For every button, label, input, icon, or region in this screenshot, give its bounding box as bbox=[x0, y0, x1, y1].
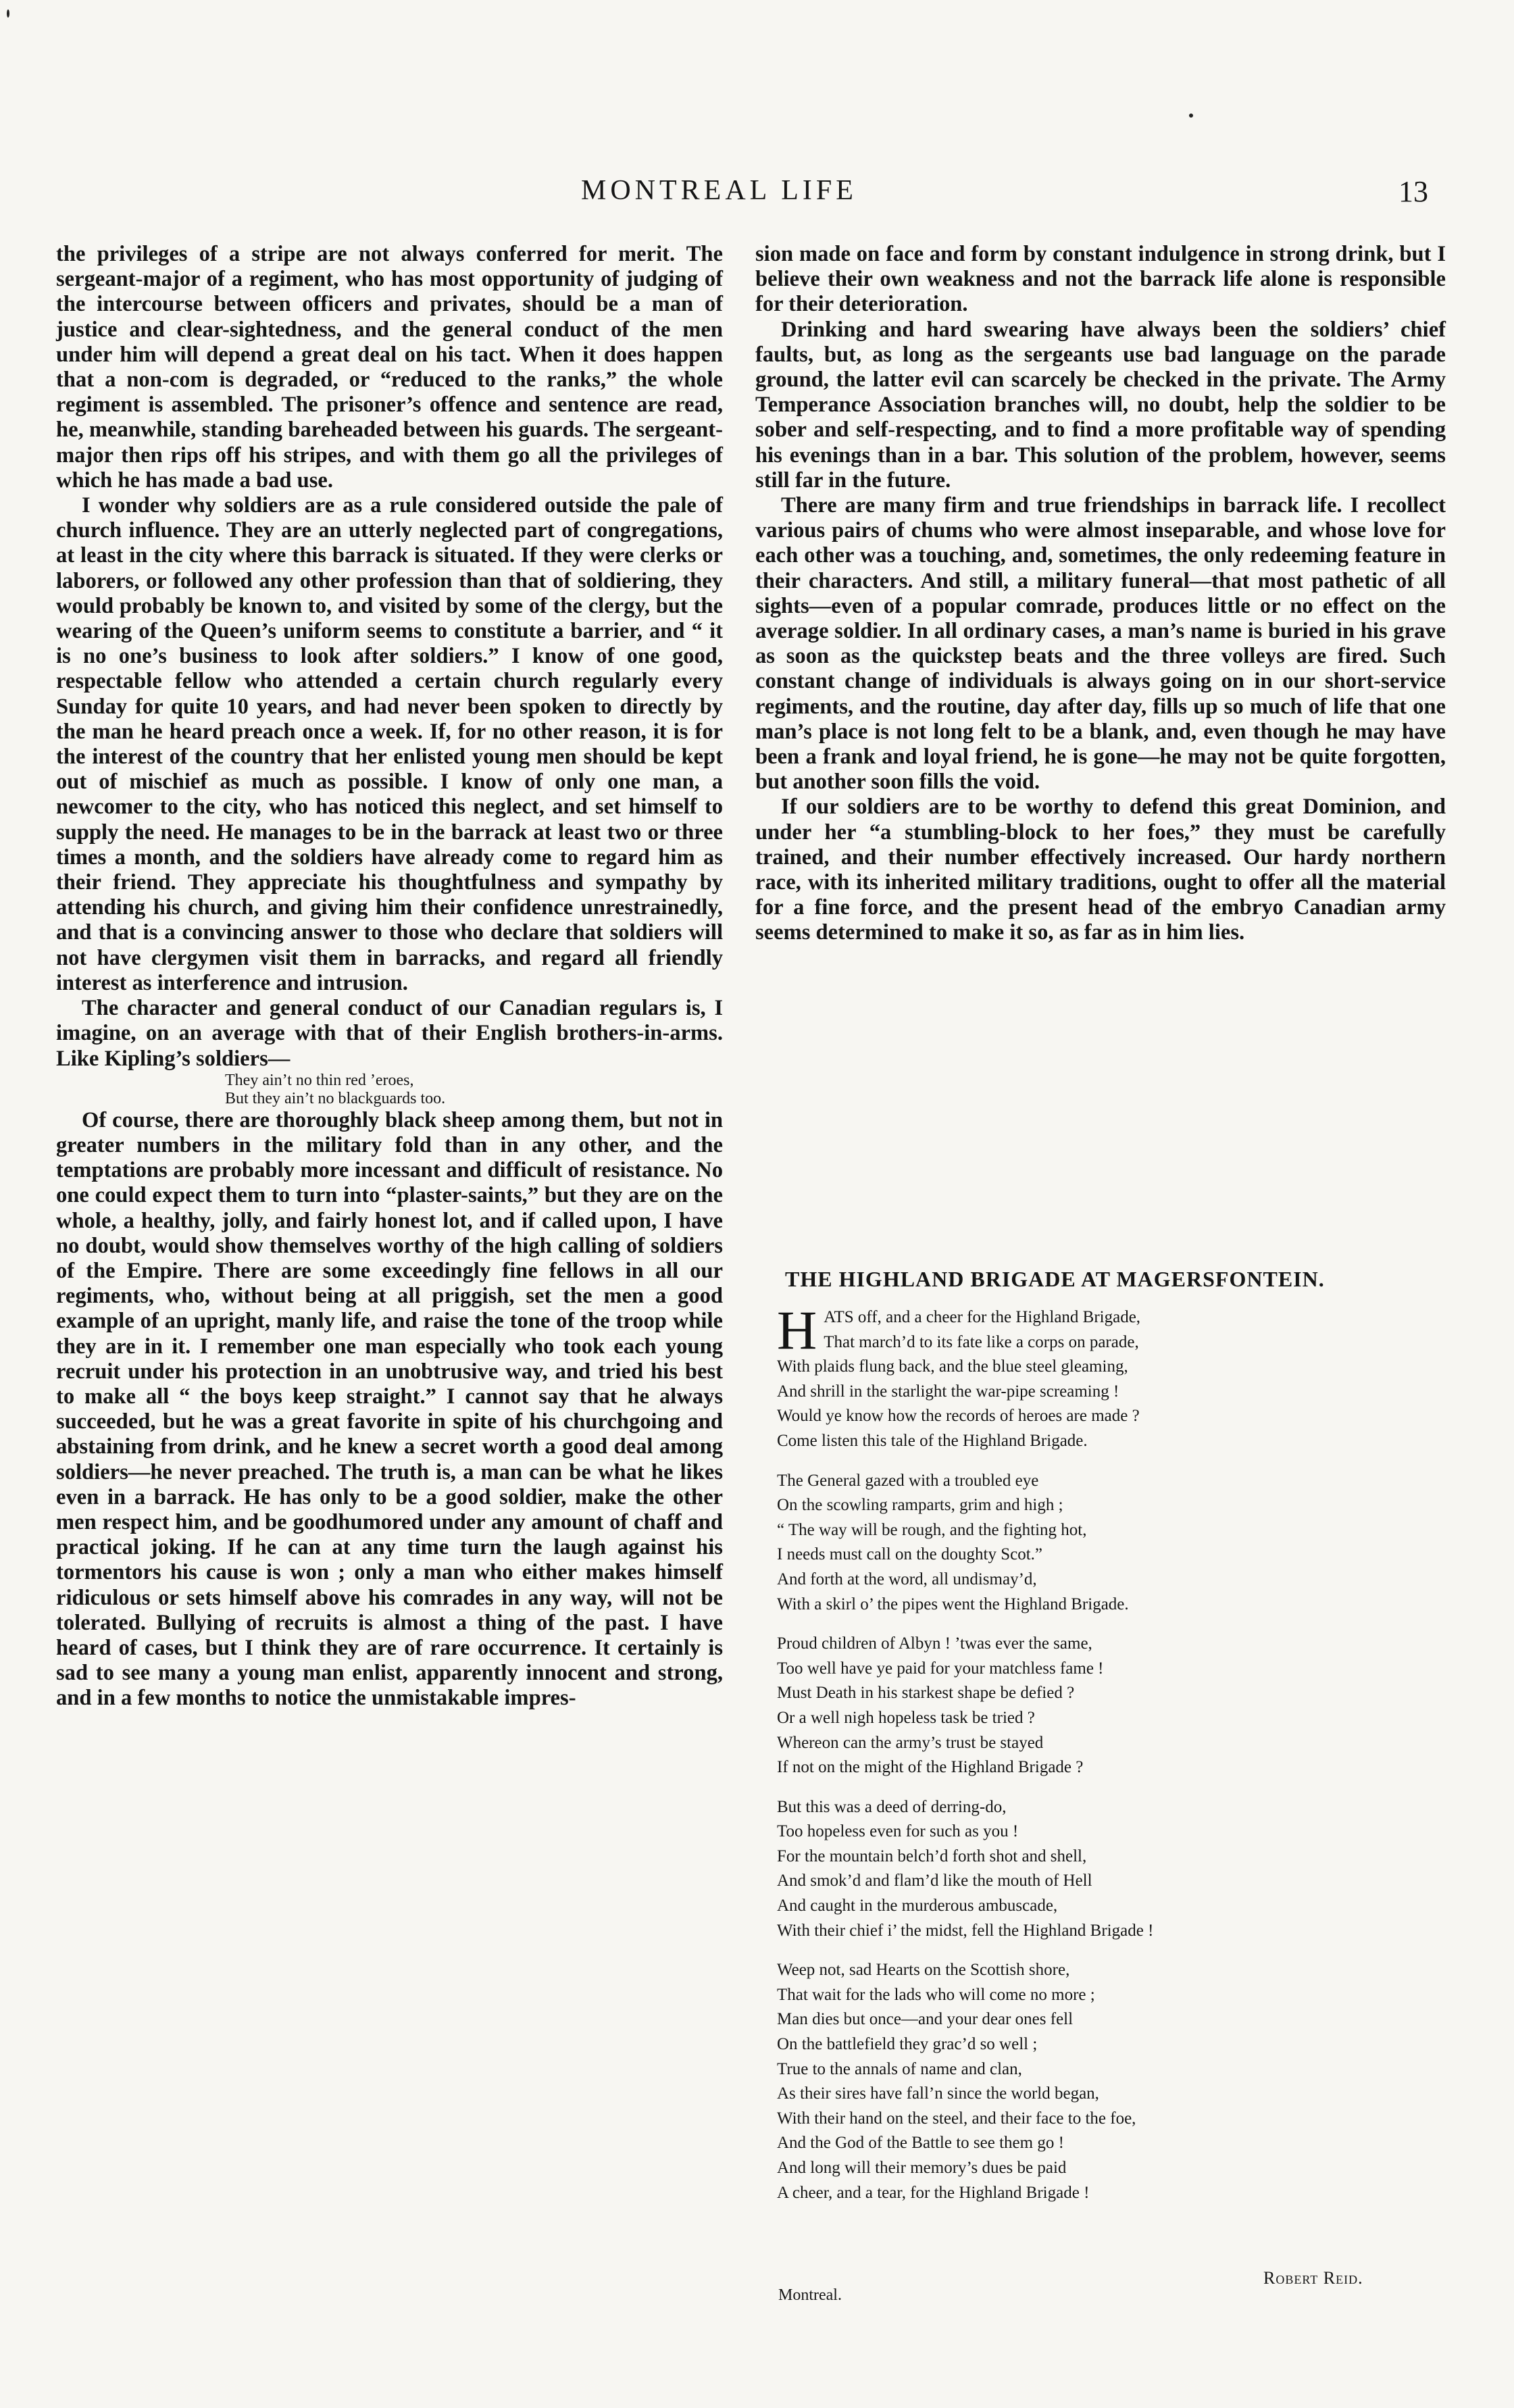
stanza bbox=[777, 1795, 1439, 1944]
print-speck bbox=[7, 9, 9, 18]
poem-line: And long will their memory’s dues be paid bbox=[777, 2159, 1067, 2177]
poem-line: That wait for the lads who will come no more ; bbox=[777, 1985, 1095, 2004]
poem-line: For the mountain belch’d forth shot and shell, bbox=[777, 1847, 1087, 1865]
poem-line: Would ye know how the records of heroes are made ? bbox=[777, 1407, 1140, 1426]
paragraph: the privileges of a stripe are not always conferred for merit. The sergeant-major of a regiment, who has most opportunity of judging of the intercourse between officers and privates, should be a man of justice and clear-sightedness, and the general conduct of the men under him will depend a great deal on his tact. When it does happen that a non-com is degraded, or “reduced to the ranks,” the whole regiment is assembled. The prisoner’s offence and sentence are read, he, meanwhile, standing bareheaded between his guards. The sergeant-major then rips off his stripes, and with them go all the privileges of which he has made a bad use. bbox=[56, 242, 723, 493]
drop-cap: H bbox=[777, 1299, 817, 1361]
paragraph: If our soldiers are to be worthy to defend this great Dominion, and under her “a stumbling-block to her foes,” they must be carefully trained, and their number effectively increased. Our hardy northern race, with its inherited military traditions, ought to offer all the material for a fine force, and the present head of the embryo Canadian army seems determined to make it so, as far as in him lies. bbox=[755, 795, 1446, 945]
quote-line: But they ain’t no blackguards too. bbox=[225, 1089, 446, 1107]
kipling-quote bbox=[225, 1072, 723, 1108]
poem-line: With their hand on the steel, and their face to the foe, bbox=[777, 2109, 1136, 2128]
print-speck bbox=[1189, 114, 1193, 118]
poem-line: Weep not, sad Hearts on the Scottish shore, bbox=[777, 1961, 1070, 1980]
poem-line: With a skirl o’ the pipes went the Highland Brigade. bbox=[777, 1595, 1129, 1613]
poem-line: And shrill in the starlight the war-pipe screaming ! bbox=[777, 1382, 1119, 1401]
poem-title: THE HIGHLAND BRIGADE AT MAGERSFONTEIN. bbox=[785, 1267, 1325, 1291]
dateline-place: Montreal. bbox=[778, 2286, 842, 2304]
stanza bbox=[777, 1958, 1439, 2205]
page-header bbox=[0, 174, 1514, 222]
stanza bbox=[777, 1632, 1439, 1780]
poem-line: As their sires have fall’n since the world began, bbox=[777, 2084, 1099, 2103]
paragraph: sion made on face and form by constant indulgence in strong drink, but I believe their own weakness and not the barrack life alone is responsible for their deterioration. bbox=[755, 242, 1446, 317]
poem bbox=[777, 1299, 1439, 2220]
paragraph: There are many firm and true friendships in barrack life. I recollect various pairs of chums who were almost inseparable, and whose love for each other was a touching, and, sometimes, the only redeeming feature in their characters. And still, a military funeral—that most pathetic of all sights—even of a popular comrade, produces little or no effect on the average soldier. In all ordinary cases, a man’s name is buried in his grave as soon as the quickstep beats and the three volleys are fired. Such constant change of individuals is always going on in our short-service regiments, and the routine, day after day, fills up so much of life that one man’s place is not long felt to be a blank, and, even though he may have been a frank and loyal friend, he is gone—he may not be quite forgotten, but another soon fills the void. bbox=[755, 493, 1446, 795]
poem-line: A cheer, and a tear, for the Highland Brigade ! bbox=[777, 2183, 1090, 2202]
poem-line: Too hopeless even for such as you ! bbox=[777, 1822, 1019, 1841]
author-signature: Robert Reid. bbox=[1263, 2268, 1363, 2288]
poem-line: Whereon can the army’s trust be stayed bbox=[777, 1733, 1044, 1752]
poem-line: And smok’d and flam’d like the mouth of Hell bbox=[777, 1872, 1092, 1890]
quote-line: They ain’t no thin red ’eroes, bbox=[225, 1071, 414, 1089]
stanza bbox=[777, 1299, 1439, 1454]
left-column bbox=[56, 242, 723, 1711]
paragraph: The character and general conduct of our Canadian regulars is, I imagine, on an average with that of their English brothers-in-arms. Like Kipling’s soldiers— bbox=[56, 996, 723, 1071]
poem-line: And caught in the murderous ambuscade, bbox=[777, 1897, 1058, 1915]
poem-line: Too well have ye paid for your matchless fame ! bbox=[777, 1659, 1104, 1678]
poem-line: Must Death in his starkest shape be defied ? bbox=[777, 1684, 1075, 1703]
poem-line: On the scowling ramparts, grim and high ; bbox=[777, 1496, 1063, 1515]
poem-line: And the God of the Battle to see them go ! bbox=[777, 2134, 1064, 2153]
poem-line: Come listen this tale of the Highland Brigade. bbox=[777, 1431, 1088, 1450]
poem-line: That march’d to its fate like a corps on parade, bbox=[824, 1332, 1139, 1351]
poem-line: ATS off, and a cheer for the Highland Brigade, bbox=[824, 1308, 1141, 1326]
right-column bbox=[755, 242, 1446, 946]
poem-line: The General gazed with a troubled eye bbox=[777, 1471, 1039, 1490]
poem-line: Man dies but once—and your dear ones fell bbox=[777, 2010, 1074, 2029]
paragraph: Drinking and hard swearing have always been the soldiers’ chief faults, but, as long as the sergeants use bad language on the parade ground, the latter evil can scarcely be checked in the private. The Army Temperance Association branches will, no doubt, help the soldier to be sober and self-respecting, and to find a more profitable way of spending his evenings than in a bar. This solution of the problem, however, seems still far in the future. bbox=[755, 317, 1446, 493]
poem-line: Proud children of Albyn ! ’twas ever the same, bbox=[777, 1634, 1092, 1653]
poem-line: “ The way will be rough, and the fighting hot, bbox=[777, 1520, 1087, 1539]
poem-line: And forth at the word, all undismay’d, bbox=[777, 1570, 1037, 1588]
poem-line: If not on the might of the Highland Brigade ? bbox=[777, 1758, 1084, 1777]
stanza bbox=[777, 1469, 1439, 1617]
paragraph: Of course, there are thoroughly black sheep among them, but not in greater numbers in the military fold than in any other, and the temptations are probably more incessant and difficult of resistance. No one could expect them to turn into “plaster-saints,” but they are on the whole, a healthy, jolly, and fairly honest lot, and if called upon, I have no doubt, would show themselves worthy of the high calling of soldiers of the Empire. There are some exceedingly fine fellows in all our regiments, who, without being at all priggish, set the men a good example of an upright, manly life, and raise the tone of the troop while they are in it. I remember one man especially who took each young recruit under his protection in an unobtrusive way, and tried his best to make all “ the boys keep straight.” I cannot say that he always succeeded, but he was a great favorite in spite of his churchgoing and abstaining from drink, and he knew a secret worth a good deal among soldiers—he never preached. The truth is, a man can be what he likes even in a barrack. He has only to be a good soldier, make the other men respect him, and be goodhumored under any amount of chaff and practical joking. If he can at any time turn the laugh against his tormentors his cause is won ; only a man who either makes himself ridiculous or sets himself above his comrades in any way, will not be tolerated. Bullying of recruits is almost a thing of the past. I have heard of cases, but I think they are of rare occurrence. It certainly is sad to see many a young man enlist, apparently innocent and strong, and in a few months to notice the unmistakable impres- bbox=[56, 1107, 723, 1711]
page-number: 13 bbox=[1398, 175, 1428, 208]
paragraph: I wonder why soldiers are as a rule considered outside the pale of church influence. They are an utterly neglected part of congregations, at least in the city where this barrack is situated. If they were clerks or laborers, or followed any other profession than that of soldiering, they would probably be known to, and visited by some of the clergy, but the wearing of the Queen’s uniform seems to constitute a barrier, and “ it is no one’s business to look after soldiers.” I know of one good, respectable fellow who attended a certain church regularly every Sunday for quite 10 years, and had never been spoken to directly by the man he heard preach once a week. If, for no other reason, it is for the interest of the country that her enlisted young men should be kept out of mischief as much as possible. I know of only one man, a newcomer to the city, who has noticed this neglect, and set himself to supply the need. He manages to be in the barrack at least two or three times a month, and the soldiers have already come to regard him as their friend. They appreciate his thoughtfulness and sympathy by attending his church, and giving him their confidence unrestrainedly, and that is a convincing answer to those who declare that soldiers will not have clergymen visit them in barracks, and regard all friendly interest as interference and intrusion. bbox=[56, 493, 723, 995]
poem-line: True to the annals of name and clan, bbox=[777, 2059, 1022, 2078]
poem-line: But this was a deed of derring-do, bbox=[777, 1797, 1007, 1816]
poem-line: With plaids flung back, and the blue steel gleaming, bbox=[777, 1357, 1128, 1376]
poem-line: With their chief i’ the midst, fell the Highland Brigade ! bbox=[777, 1921, 1154, 1940]
poem-line: Or a well nigh hopeless task be tried ? bbox=[777, 1708, 1035, 1727]
poem-line: On the battlefield they grac’d so well ; bbox=[777, 2035, 1038, 2054]
poem-line: I needs must call on the doughty Scot.” bbox=[777, 1545, 1042, 1564]
running-title: MONTREAL LIFE bbox=[581, 175, 857, 206]
